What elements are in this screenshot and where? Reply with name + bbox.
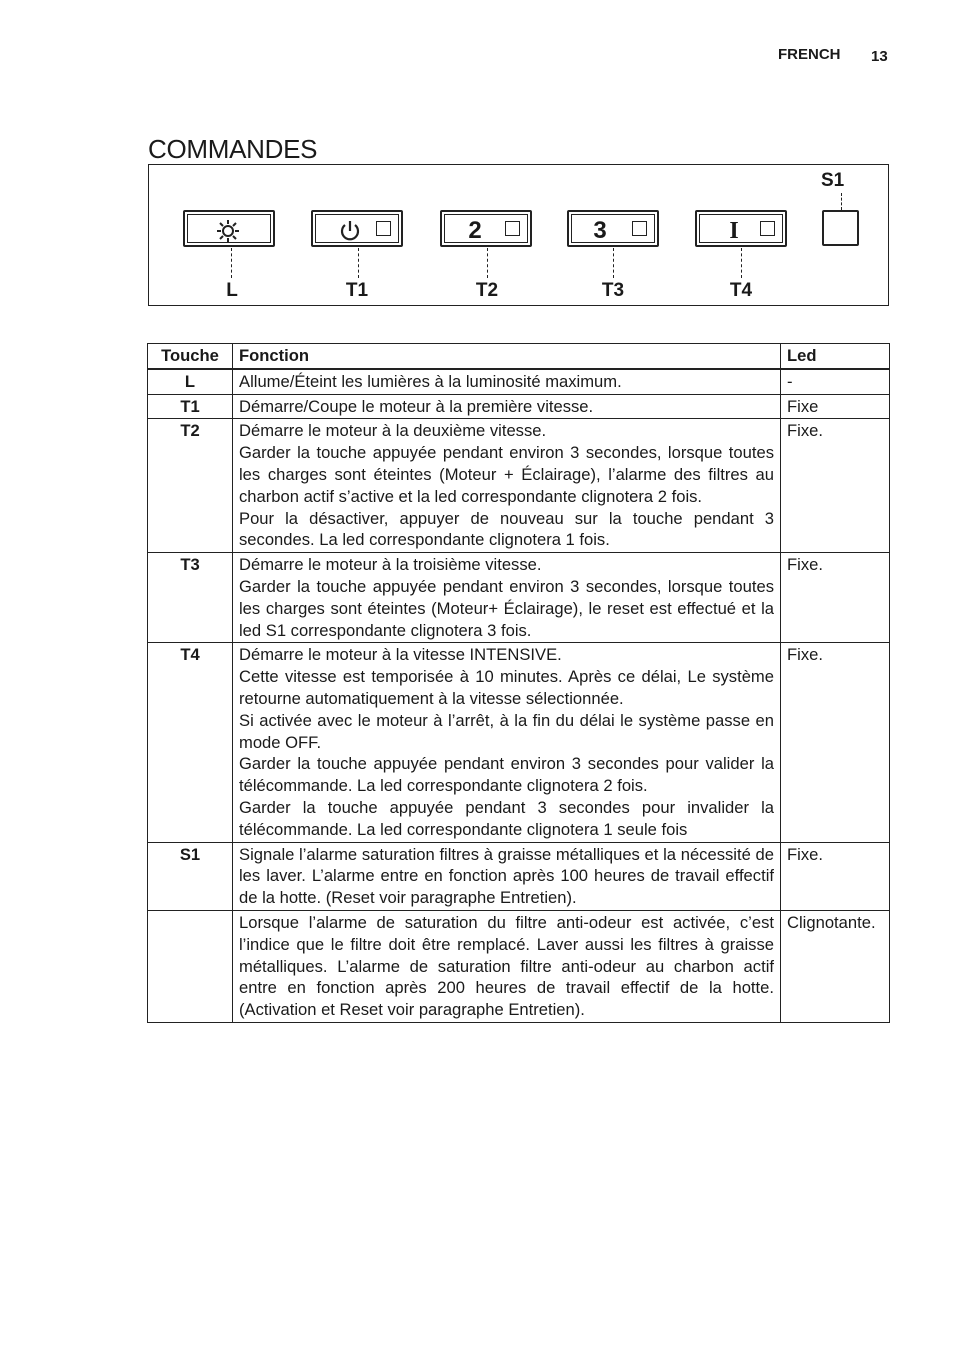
row-led: - <box>781 369 890 394</box>
table-row <box>148 643 890 842</box>
table-row <box>148 553 890 643</box>
table-row <box>148 910 890 1022</box>
key-label-l: L <box>226 280 238 301</box>
header-fonction: Fonction <box>233 344 781 369</box>
function-line: Si activée avec le moteur à l’arrêt, à la fin du délai le système passe en mode OFF. <box>239 710 774 752</box>
header-language: FRENCH <box>778 46 841 63</box>
page-number: 13 <box>871 48 888 65</box>
led-t2 <box>505 221 520 236</box>
table-row <box>148 419 890 553</box>
row-function <box>233 394 781 419</box>
function-line: Démarre le moteur à la troisième vitesse. <box>239 555 542 575</box>
function-line: Signale l’alarme saturation filtres à graisse métalliques et la nécessité de les laver. L’alarme entre en fonction après 100 heures de travail effectif de la hotte. (Reset voir paragraphe Entretien). <box>239 844 774 908</box>
function-line: Garder la touche appuyée pendant environ 3 secondes, lorsque toutes les charges sont éteintes (Moteur+ Éclairage), le reset est effectué et la led S1 correspondante clignotera 3 fois. <box>239 576 774 640</box>
leader-line-l <box>231 248 232 278</box>
row-key <box>148 910 233 1022</box>
key-label-t1: T1 <box>345 280 369 301</box>
key-t3-symbol: 3 <box>593 217 607 244</box>
led-t3 <box>632 221 647 236</box>
row-key: S1 <box>148 842 233 910</box>
row-led: Fixe. <box>781 842 890 910</box>
leader-line-t2 <box>487 248 488 278</box>
led-t4 <box>760 221 775 236</box>
key-label-t3: T3 <box>601 280 625 301</box>
row-led: Fixe. <box>781 419 890 553</box>
row-function <box>233 643 781 842</box>
leader-line-t4 <box>741 248 742 278</box>
leader-line-t3 <box>613 248 614 278</box>
row-key: T4 <box>148 643 233 842</box>
row-key: T2 <box>148 419 233 553</box>
key-l <box>183 210 275 247</box>
row-function <box>233 910 781 1022</box>
row-led: Clignotante. <box>781 910 890 1022</box>
header-touche: Touche <box>148 344 233 369</box>
row-led: Fixe. <box>781 553 890 643</box>
row-key: T3 <box>148 553 233 643</box>
key-label-t2: T2 <box>475 280 499 301</box>
function-line: Pour la désactiver, appuyer de nouveau sur la touche pendant 3 secondes. La led correspondante clignotera 1 fois. <box>239 508 774 550</box>
function-line: Démarre/Coupe le moteur à la première vitesse. <box>239 396 594 416</box>
s1-leader-line <box>841 193 842 210</box>
sun-icon <box>205 216 251 246</box>
key-t2 <box>440 210 532 247</box>
function-line: Démarre le moteur à la vitesse INTENSIVE. <box>239 645 562 665</box>
key-t1 <box>311 210 403 247</box>
key-t3 <box>567 210 659 247</box>
key-t4-symbol: I <box>729 218 739 244</box>
row-function <box>233 842 781 910</box>
table-row <box>148 842 890 910</box>
function-line: Démarre le moteur à la deuxième vitesse. <box>239 421 547 441</box>
key-label-t4: T4 <box>729 280 753 301</box>
leader-line-t1 <box>358 248 359 278</box>
header-led: Led <box>781 344 890 369</box>
led-s1 <box>822 210 859 246</box>
table-row <box>148 369 890 394</box>
function-line: Garder la touche appuyée pendant environ 3 secondes pour valider la télécommande. La led correspondante clignotera 2 fois. <box>239 754 774 796</box>
led-t1 <box>376 221 391 236</box>
power-icon <box>327 216 373 246</box>
row-function <box>233 553 781 643</box>
row-led: Fixe <box>781 394 890 419</box>
controls-table <box>147 343 890 1023</box>
function-line: Allume/Éteint les lumières à la luminosité maximum. <box>239 371 622 391</box>
control-panel-diagram <box>148 164 889 306</box>
row-function <box>233 369 781 394</box>
key-t4 <box>695 210 787 247</box>
s1-label: S1 <box>821 170 845 191</box>
row-key: L <box>148 369 233 394</box>
key-t2-symbol: 2 <box>468 217 482 244</box>
function-line: Garder la touche appuyée pendant 3 secondes pour invalider la télécommande. La led correspondante clignotera 1 seule fois <box>239 797 774 839</box>
function-line: Cette vitesse est temporisée à 10 minutes. Après ce délai, Le système retourne automatiquement à la vitesse sélectionnée. <box>239 667 774 708</box>
row-key: T1 <box>148 394 233 419</box>
row-function <box>233 419 781 553</box>
table-row <box>148 394 890 419</box>
function-line: Lorsque l’alarme de saturation du filtre anti-odeur est activée, c’est l’indice que le filtre doit être remplacé. Laver aussi les filtres à graisse métalliques. L’alarme de saturation filtre anti-odeur au charbon actif entre en fonction après 200 heures de travail effectif de la hotte. (Activation et Reset voir paragraphe Entretien). <box>239 912 774 1020</box>
section-title: COMMANDES <box>148 134 318 164</box>
row-led: Fixe. <box>781 643 890 842</box>
function-line: Garder la touche appuyée pendant environ 3 secondes, lorsque toutes les charges sont éteintes (Moteur + Éclairage), l’alarme des filtres au charbon actif s’active et la led correspondante clignotera 2 fois. <box>239 443 774 506</box>
table-header-row <box>148 344 890 369</box>
